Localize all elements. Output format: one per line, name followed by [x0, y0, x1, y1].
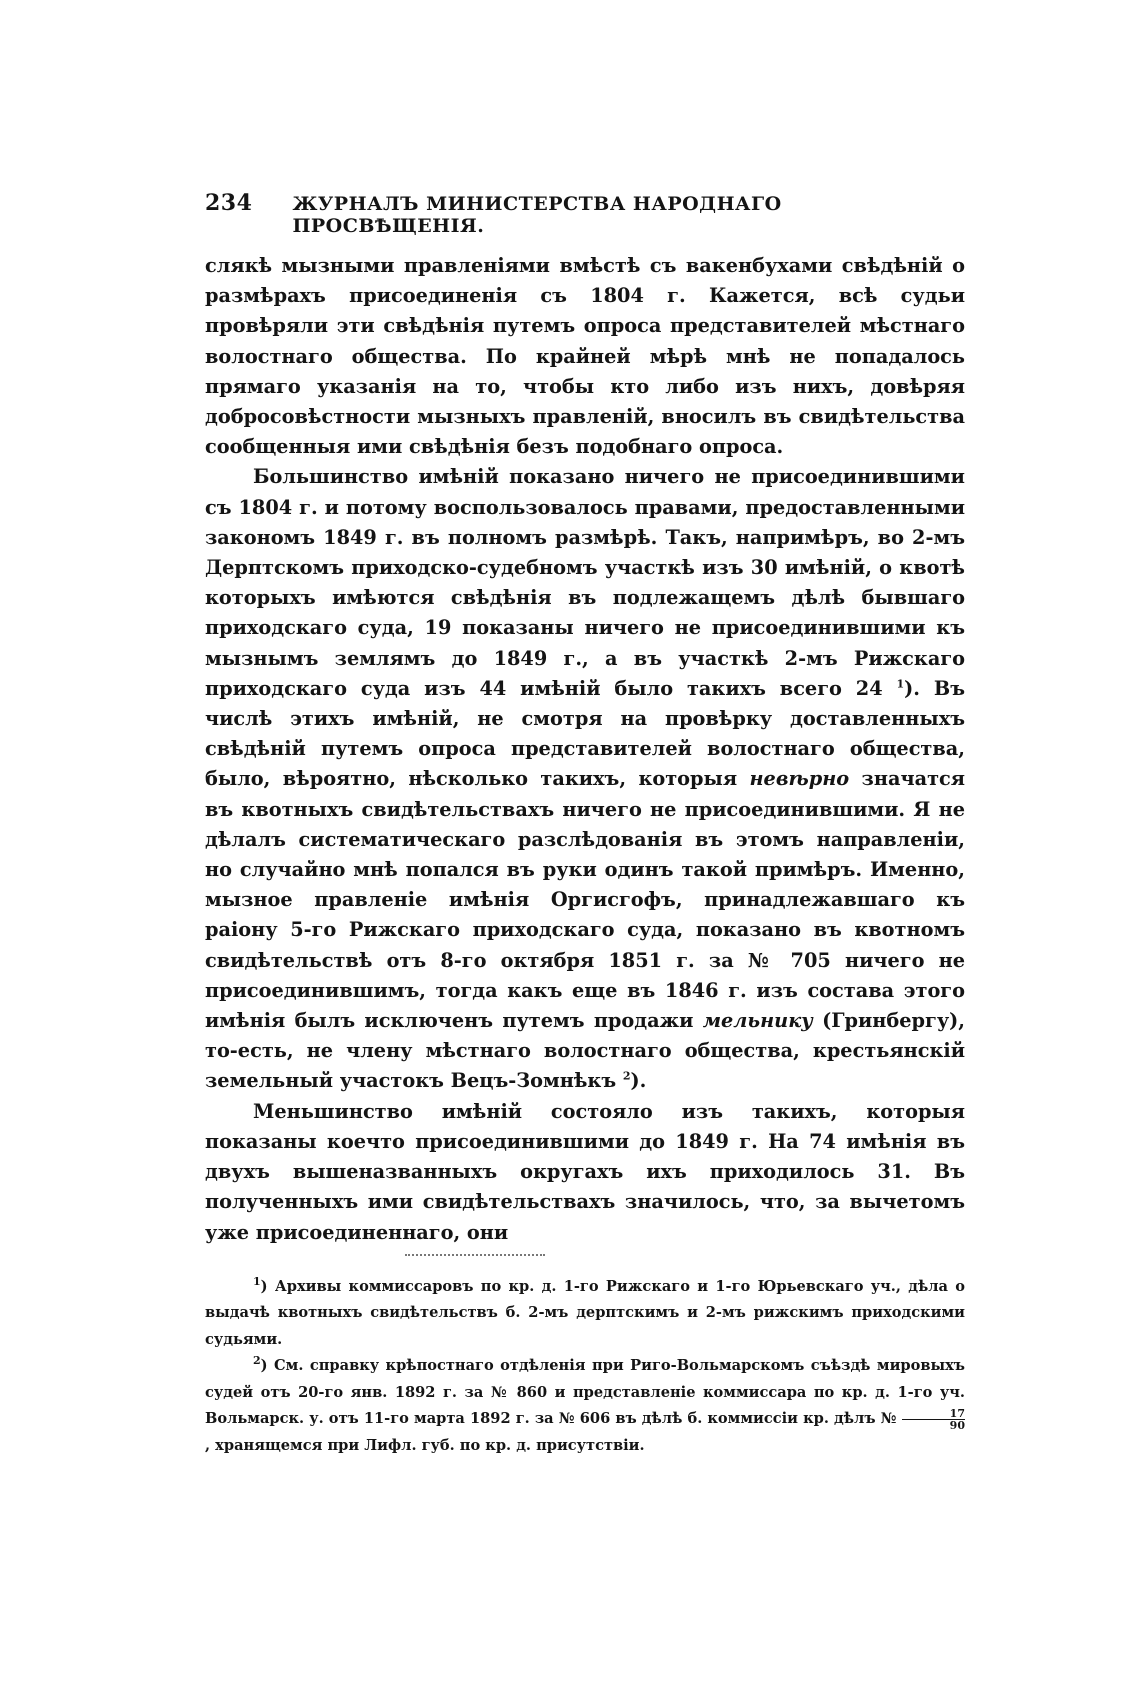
footnote-1 — [205, 1274, 965, 1354]
footnote-text: ) Архивы коммиссаровъ по кр. д. 1-го Рижскаго и 1-го Юрьевскаго уч., дѣла о выдачѣ квотныхъ свидѣтельствъ б. 2-мъ дерптскимъ и 2-мъ рижскимъ приходскими судьями. — [205, 1277, 965, 1348]
footnote-ref-2[interactable]: 2 — [622, 1070, 631, 1084]
footnote-2 — [205, 1353, 965, 1459]
footnotes — [205, 1274, 965, 1460]
footnote-marker: 2 — [253, 1354, 261, 1368]
paragraph-text: ). Въ числѣ этихъ имѣній, не смотря на провѣрку доставленныхъ свѣдѣній путемъ опроса представителей волостнаго общества, было, вѣроятно, нѣсколько такихъ, которыя — [205, 676, 965, 791]
paragraph-text: слякѣ мызными правленіями вмѣстѣ съ вакенбухами свѣдѣній о размѣрахъ присоединенія съ 1804 г. Кажется, всѣ судьи провѣряли эти свѣдѣнія путемъ опроса представителей мѣстнаго волостнаго общества. По крайней мѣрѣ мнѣ не попадалось прямаго указанія на то, чтобы кто либо изъ нихъ, довѣряя добросовѣстности мызныхъ правленій, вносилъ въ свидѣтельства сообщенныя ими свѣдѣнія безъ подобнаго опроса. — [205, 254, 965, 459]
paragraph-3 — [205, 1097, 965, 1248]
paragraph-text: ). — [630, 1069, 647, 1093]
paragraph-2 — [205, 462, 965, 1096]
italic-emphasis: мельнику — [702, 1009, 813, 1033]
paragraph-1 — [205, 251, 965, 462]
fraction-numerator: 17 — [902, 1408, 965, 1420]
running-title: ЖУРНАЛЪ МИНИСТЕРСТВА НАРОДНАГО ПРОСВѢЩЕНІЯ. — [292, 193, 782, 237]
book-page — [205, 190, 965, 1459]
footnote-text: , хранящемся при Лифл. губ. по кр. д. присутствіи. — [205, 1436, 645, 1454]
fraction-denominator: 90 — [949, 1418, 965, 1432]
paragraph-text: Большинство имѣній показано ничего не присоединившими съ 1804 г. и потому воспользовалось правами, предоставленными закономъ 1849 г. въ полномъ размѣрѣ. Такъ, напримѣръ, во 2-мъ Дерптскомъ приходско-судебномъ участкѣ изъ 30 имѣній, о квотѣ которыхъ имѣются свѣдѣнія въ подлежащемъ дѣлѣ бывшаго приходскаго суда, 19 показаны ничего не присоединившими къ мызнымъ землямъ до 1849 г., а въ участкѣ 2-мъ Рижскаго приходскаго суда изъ 44 имѣній было такихъ всего 24 — [205, 465, 965, 700]
case-number-fraction — [902, 1408, 965, 1431]
main-text — [205, 251, 965, 1248]
footnote-text: ) См. справку крѣпостнаго отдѣленія при Риго-Вольмарскомъ съѣздѣ мировыхъ судей отъ 20-го янв. 1892 г. за № 860 и представленіе коммиссара по кр. д. 1-го уч. Вольмарск. у. отъ 11-го марта 1892 г. за № 606 въ дѣлѣ б. коммиссіи кр. дѣлъ № — [205, 1357, 965, 1428]
running-header — [205, 190, 965, 237]
paragraph-text: Меньшинство имѣній состояло изъ такихъ, которыя показаны коечто присоединившими до 1849 г. На 74 имѣнія въ двухъ вышеназванныхъ округахъ ихъ приходилось 31. Въ полученныхъ ими свидѣтельствахъ значилось, что, за вычетомъ уже присоединеннаго, они — [205, 1099, 965, 1244]
italic-emphasis: невѣрно — [749, 767, 850, 791]
paragraph-text: (Гринбергу), то-есть, не члену мѣстнаго волостнаго общества, крестьянскій земельный участокъ Вецъ-Зомнѣкъ — [205, 1009, 966, 1093]
paragraph-text: значатся въ квотныхъ свидѣтельствахъ ничего не присоединившими. Я не дѣлалъ систематическаго разслѣдованія въ этомъ направленіи, но случайно мнѣ попался въ руки одинъ такой примѣръ. Именно, мызное правленіе имѣнія Оргисгофъ, принадлежавшаго къ раіону 5-го Рижскаго приходскаго суда, показано въ квотномъ свидѣтельствѣ отъ 8-го октября 1851 г. за № 705 ничего не присоединившимъ, тогда какъ еще въ 1846 г. изъ состава этого имѣнія былъ исключенъ путемъ продажи — [205, 767, 965, 1033]
footnote-separator — [405, 1254, 545, 1258]
footnote-ref-1[interactable]: 1 — [896, 677, 905, 691]
footnote-marker: 1 — [253, 1274, 261, 1288]
page-number: 234 — [205, 190, 253, 216]
